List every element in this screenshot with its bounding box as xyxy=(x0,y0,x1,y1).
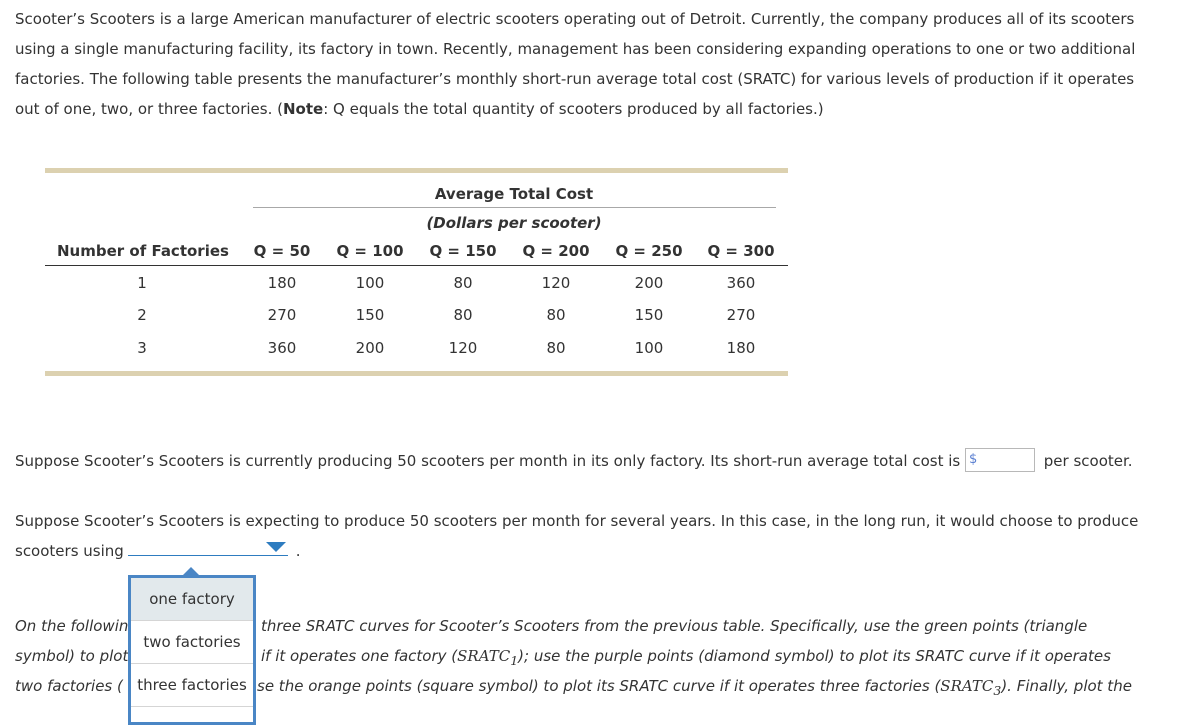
column-header: Q = 100 xyxy=(336,242,404,260)
question-3-line-1-a: On the followin xyxy=(15,617,129,635)
table-cell: 180 xyxy=(267,274,297,292)
table-cell: 80 xyxy=(453,306,473,324)
table-group-subtitle: (Dollars per scooter) xyxy=(426,214,602,232)
dropdown-arrow-icon[interactable] xyxy=(266,542,286,552)
intro-paragraph xyxy=(15,4,1185,124)
sratc1-label: SRATC xyxy=(457,647,511,665)
table-cell: 100 xyxy=(355,274,385,292)
question-3-line-2-a: symbol) to plot xyxy=(15,647,129,665)
table-cell: 80 xyxy=(546,306,566,324)
sratc1-subscript: 1 xyxy=(510,653,519,668)
table-cell: 180 xyxy=(726,339,756,357)
question-3-line-2-c: ); use the purple points (diamond symbol) to plot its SRATC curve if it operates xyxy=(518,647,1111,665)
question-3-line-1-b: three SRATC curves for Scooter’s Scooters from the previous table. Specifically, use the green points (triangle xyxy=(261,617,1088,635)
table-cell: 80 xyxy=(453,274,473,292)
intro-line-3: factories. The following table presents the manufacturer’s monthly short-run average total cost (SRATC) for various levels of production if it operates xyxy=(15,70,1135,88)
row-header-label: Number of Factories xyxy=(57,242,229,260)
option-one-factory[interactable]: one factory xyxy=(131,578,253,621)
table-cell: 150 xyxy=(355,306,385,324)
table-group-title: Average Total Cost xyxy=(434,185,594,203)
table-bottom-rule xyxy=(45,371,788,376)
table-cell: 200 xyxy=(634,274,664,292)
question-3-line-3-b xyxy=(257,671,1132,706)
question-3-line-2-b-text: if it operates one factory ( xyxy=(261,647,458,665)
currency-symbol: $ xyxy=(969,451,978,467)
question-2 xyxy=(15,506,1185,566)
table-cell: 120 xyxy=(448,339,478,357)
question-3-line-3-c: ). Finally, plot the xyxy=(1001,677,1132,695)
question-1 xyxy=(15,446,1185,476)
note-label: Note xyxy=(282,100,324,118)
column-header: Q = 50 xyxy=(253,242,311,260)
table-cell: 360 xyxy=(726,274,756,292)
column-header: Q = 300 xyxy=(707,242,775,260)
option-two-factories[interactable]: two factories xyxy=(131,621,253,664)
dropdown-menu-caret xyxy=(183,567,199,575)
column-header: Q = 250 xyxy=(615,242,683,260)
intro-line-4-a: out of one, two, or three factories. ( xyxy=(15,100,283,118)
table-cell-factories: 1 xyxy=(137,274,147,292)
table-cell: 100 xyxy=(634,339,664,357)
question-2-line-1: Suppose Scooter’s Scooters is expecting to produce 50 scooters per month for several years. In this case, in the long run, it would choose to produce xyxy=(15,512,1139,530)
factory-count-menu xyxy=(128,575,256,725)
question-3-line-3-b-text: se the orange points (square symbol) to plot its SRATC curve if it operates three factories ( xyxy=(257,677,941,695)
question-3-line-3-a: two factories ( xyxy=(15,677,123,695)
question-1-text: Suppose Scooter’s Scooters is currently producing 50 scooters per month in its only factory. Its short-run average total cost is xyxy=(15,452,961,470)
column-header: Q = 200 xyxy=(522,242,590,260)
sratc1-math xyxy=(457,647,519,668)
column-header: Q = 150 xyxy=(429,242,497,260)
question-2-period: . xyxy=(295,542,301,560)
table-cell: 270 xyxy=(726,306,756,324)
sratc3-label: SRATC xyxy=(940,677,994,695)
question-1-suffix: per scooter. xyxy=(1043,452,1133,470)
option-three-factories[interactable]: three factories xyxy=(131,664,253,707)
intro-line-4 xyxy=(15,94,1185,124)
table-cell: 270 xyxy=(267,306,297,324)
intro-line-2: using a single manufacturing facility, its factory in town. Recently, management has been considering expanding operations to one or two additional xyxy=(15,40,1136,58)
table-cell: 120 xyxy=(541,274,571,292)
table-cell-factories: 2 xyxy=(137,306,147,324)
intro-line-1: Scooter’s Scooters is a large American manufacturer of electric scooters operating out of Detroit. Currently, the company produces all of its scooters xyxy=(15,10,1135,28)
intro-line-4-b: : Q equals the total quantity of scooters produced by all factories.) xyxy=(323,100,824,118)
sratc3-subscript: 3 xyxy=(993,683,1002,698)
factory-count-dropdown[interactable] xyxy=(128,537,288,556)
table-cell-factories: 3 xyxy=(137,339,147,357)
question-2-line-2-text: scooters using xyxy=(15,542,124,560)
table-cell: 150 xyxy=(634,306,664,324)
table-top-rule xyxy=(45,168,788,173)
table-group-divider xyxy=(253,207,776,208)
table-cell: 360 xyxy=(267,339,297,357)
table-cell: 80 xyxy=(546,339,566,357)
table-header-divider xyxy=(45,265,788,266)
question-2-line-2 xyxy=(15,536,1185,566)
cost-answer-input[interactable] xyxy=(965,448,1035,472)
sratc3-math xyxy=(940,677,1002,698)
table-cell: 200 xyxy=(355,339,385,357)
